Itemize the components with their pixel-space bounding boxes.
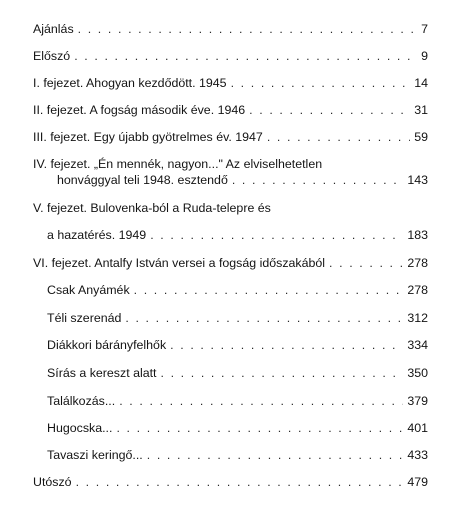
- toc-entry-page: 379: [407, 394, 428, 408]
- toc-entry-page: 433: [407, 448, 428, 462]
- toc-entry-page: 350: [407, 366, 428, 380]
- toc-entry-page: 401: [407, 421, 428, 435]
- toc-entry-title: II. fejezet. A fogság második éve. 1946: [33, 103, 246, 117]
- toc-subentry: [0, 421, 428, 436]
- dot-leader: [249, 103, 410, 118]
- dot-leader: [267, 130, 410, 145]
- toc-entry: [0, 130, 428, 145]
- dot-leader: [76, 475, 404, 490]
- toc-entry-page: 59: [414, 130, 428, 144]
- toc-entry-first-line: [0, 157, 428, 172]
- toc-entry-page: 278: [407, 283, 428, 297]
- toc-entry-title: Ajánlás: [33, 22, 74, 36]
- dot-leader: [74, 49, 417, 64]
- toc-entry-page: 9: [421, 49, 428, 63]
- toc-entry-title: Utószó: [33, 475, 72, 489]
- toc-entry-page: 312: [407, 311, 428, 325]
- toc-entry-page: 278: [407, 256, 428, 270]
- toc-entry: [0, 228, 428, 243]
- toc-entry-page: 7: [421, 22, 428, 36]
- dot-leader: [161, 366, 404, 381]
- toc-entry: [0, 22, 428, 37]
- dot-leader: [232, 173, 403, 188]
- toc-entry-title: Téli szerenád: [47, 311, 122, 325]
- toc-entry: [0, 475, 428, 490]
- toc-entry-page: 14: [414, 76, 428, 90]
- toc-subentry: [0, 448, 428, 463]
- toc-subentry: [0, 394, 428, 409]
- toc-entry-page: 143: [407, 173, 428, 187]
- toc-entry: [0, 103, 428, 118]
- toc-entry-title: Találkozás...: [47, 394, 116, 408]
- toc-entry-title: Csak Anyámék: [47, 283, 130, 297]
- dot-leader: [78, 22, 417, 37]
- dot-leader: [116, 421, 403, 436]
- toc-entry-title: III. fejezet. Egy újabb gyötrelmes év. 1947: [33, 130, 263, 144]
- toc-entry: [0, 49, 428, 64]
- dot-leader: [119, 394, 403, 409]
- dot-leader: [150, 228, 403, 243]
- dot-leader: [147, 448, 404, 463]
- toc-entry-title: Diákkori bárányfelhők: [47, 338, 167, 352]
- dot-leader: [231, 76, 411, 91]
- toc-entry-title: I. fejezet. Ahogyan kezdődött. 1945: [33, 76, 227, 90]
- toc-entry-title: VI. fejezet. Antalfy István versei a fogság időszakából: [33, 256, 326, 270]
- toc-entry-title: IV. fejezet. „Én mennék, nagyon..." Az elviselhetetlen: [33, 157, 323, 171]
- toc-entry-first-line: [0, 201, 428, 216]
- dot-leader: [134, 283, 404, 298]
- toc-entry-page: 334: [407, 338, 428, 352]
- toc-subentry: [0, 366, 428, 381]
- toc-entry-title: Hugocska...: [47, 421, 113, 435]
- toc-entry-title-continued: a hazatérés. 1949: [47, 228, 147, 242]
- dot-leader: [170, 338, 403, 353]
- toc-subentry: [0, 283, 428, 298]
- toc-entry-title-continued: honvággyal teli 1948. esztendő: [57, 173, 228, 187]
- toc-entry-page: 31: [414, 103, 428, 117]
- toc-entry-title: Tavaszi keringő...: [47, 448, 143, 462]
- toc-entry-page: 479: [407, 475, 428, 489]
- dot-leader: [125, 311, 403, 326]
- toc-entry-title: Sírás a kereszt alatt: [47, 366, 157, 380]
- toc-entry: [0, 256, 428, 271]
- toc-entry-page: 183: [407, 228, 428, 242]
- toc-entry-title: Előszó: [33, 49, 71, 63]
- toc-entry: [0, 173, 428, 188]
- toc-entry: [0, 76, 428, 91]
- toc-entry-title: V. fejezet. Bulovenka-ból a Ruda-telepre és: [33, 201, 271, 215]
- dot-leader: [329, 256, 403, 271]
- toc-subentry: [0, 338, 428, 353]
- toc-subentry: [0, 311, 428, 326]
